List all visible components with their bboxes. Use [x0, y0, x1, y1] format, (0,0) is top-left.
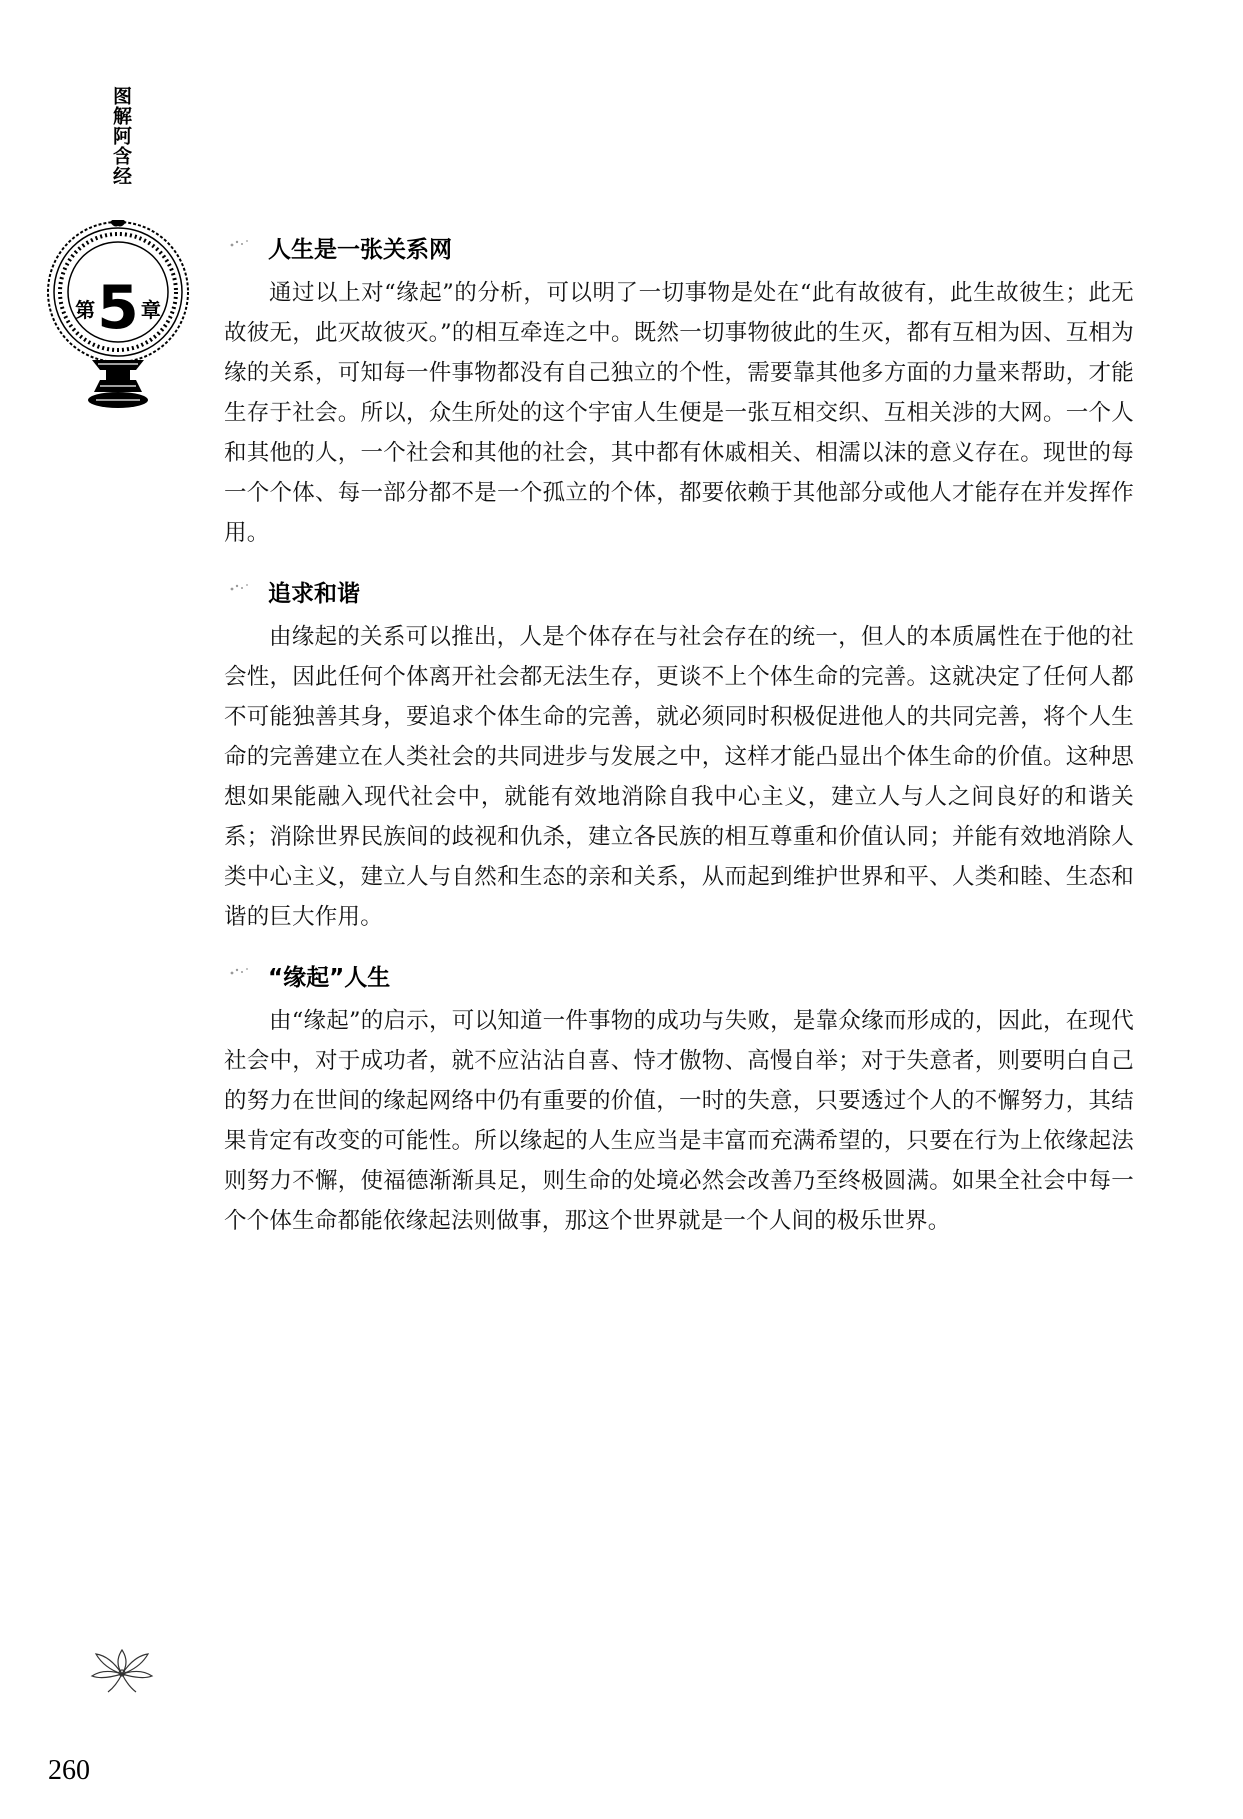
heading-ornament-icon: [228, 581, 254, 595]
book-title-vertical: 图解阿含经: [110, 86, 132, 186]
section-paragraph: 由“缘起”的启示，可以知道一件事物的成功与失败，是靠众缘而形成的，因此，在现代社会中，对于成功者，就不应沾沾自喜、恃才傲物、高慢自举；对于失意者，则要明白自己的努力在世间的缘起网络中仍有重要的价值，一时的失意，只要透过个人的不懈努力，其结果肯定有改变的可能性。所以缘起的人生应当是丰富而充满希望的，只要在行为上依缘起法则努力不懈，使福德渐渐具足，则生命的处境必然会改善乃至终极圆满。如果全社会中每一个个体生命都能依缘起法则做事，那这个世界就是一个人间的极乐世界。: [224, 1008, 1134, 1234]
section-heading-text: 追求和谐: [268, 581, 360, 607]
section-dependent-origination-life: [224, 963, 1134, 1241]
section-heading-text: 人生是一张关系网: [268, 237, 452, 263]
page-number: 260: [48, 1755, 90, 1786]
chapter-number: 5: [97, 273, 139, 343]
section-heading: [268, 963, 1134, 993]
lotus-flower-icon: [86, 1640, 158, 1700]
main-content: [224, 235, 1134, 1241]
heading-ornament-icon: [228, 965, 254, 979]
section-pursue-harmony: [224, 579, 1134, 937]
heading-ornament-icon: [228, 237, 254, 251]
section-heading: [268, 579, 1134, 609]
section-paragraph: 通过以上对“缘起”的分析，可以明了一切事物是处在“此有故彼有，此生故彼生；此无故彼无，此灭故彼灭。”的相互牵连之中。既然一切事物彼此的生灭，都有互相为因、互相为缘的关系，可知每一件事物都没有自己独立的个性，需要靠其他多方面的力量来帮助，才能生存于社会。所以，众生所处的这个宇宙人生便是一张互相交织、互相关涉的大网。一个人和其他的人，一个社会和其他的社会，其中都有休戚相关、相濡以沫的意义存在。现世的每一个个体、每一部分都不是一个孤立的个体，都要依赖于其他部分或他人才能存在并发挥作用。: [224, 280, 1134, 546]
chapter-suffix: 章: [140, 297, 161, 322]
chapter-badge: [60, 273, 176, 343]
chapter-prefix: 第: [75, 297, 96, 322]
section-paragraph: 由缘起的关系可以推出，人是个体存在与社会存在的统一，但人的本质属性在于他的社会性，因此任何个体离开社会都无法生存，更谈不上个体生命的完善。这就决定了任何人都不可能独善其身，要追求个体生命的完善，就必须同时积极促进他人的共同完善，将个人生命的完善建立在人类社会的共同进步与发展之中，这样才能凸显出个体生命的价值。这种思想如果能融入现代社会中，就能有效地消除自我中心主义，建立人与人之间良好的和谐关系；消除世界民族间的歧视和仇杀，建立各民族的相互尊重和价值认同；并能有效地消除人类中心主义，建立人与自然和生态的亲和关系，从而起到维护世界和平、人类和睦、生态和谐的巨大作用。: [224, 624, 1134, 930]
section-relationship-network: [224, 235, 1134, 553]
section-heading-text: “缘起”人生: [268, 965, 391, 991]
section-heading: [268, 235, 1134, 265]
